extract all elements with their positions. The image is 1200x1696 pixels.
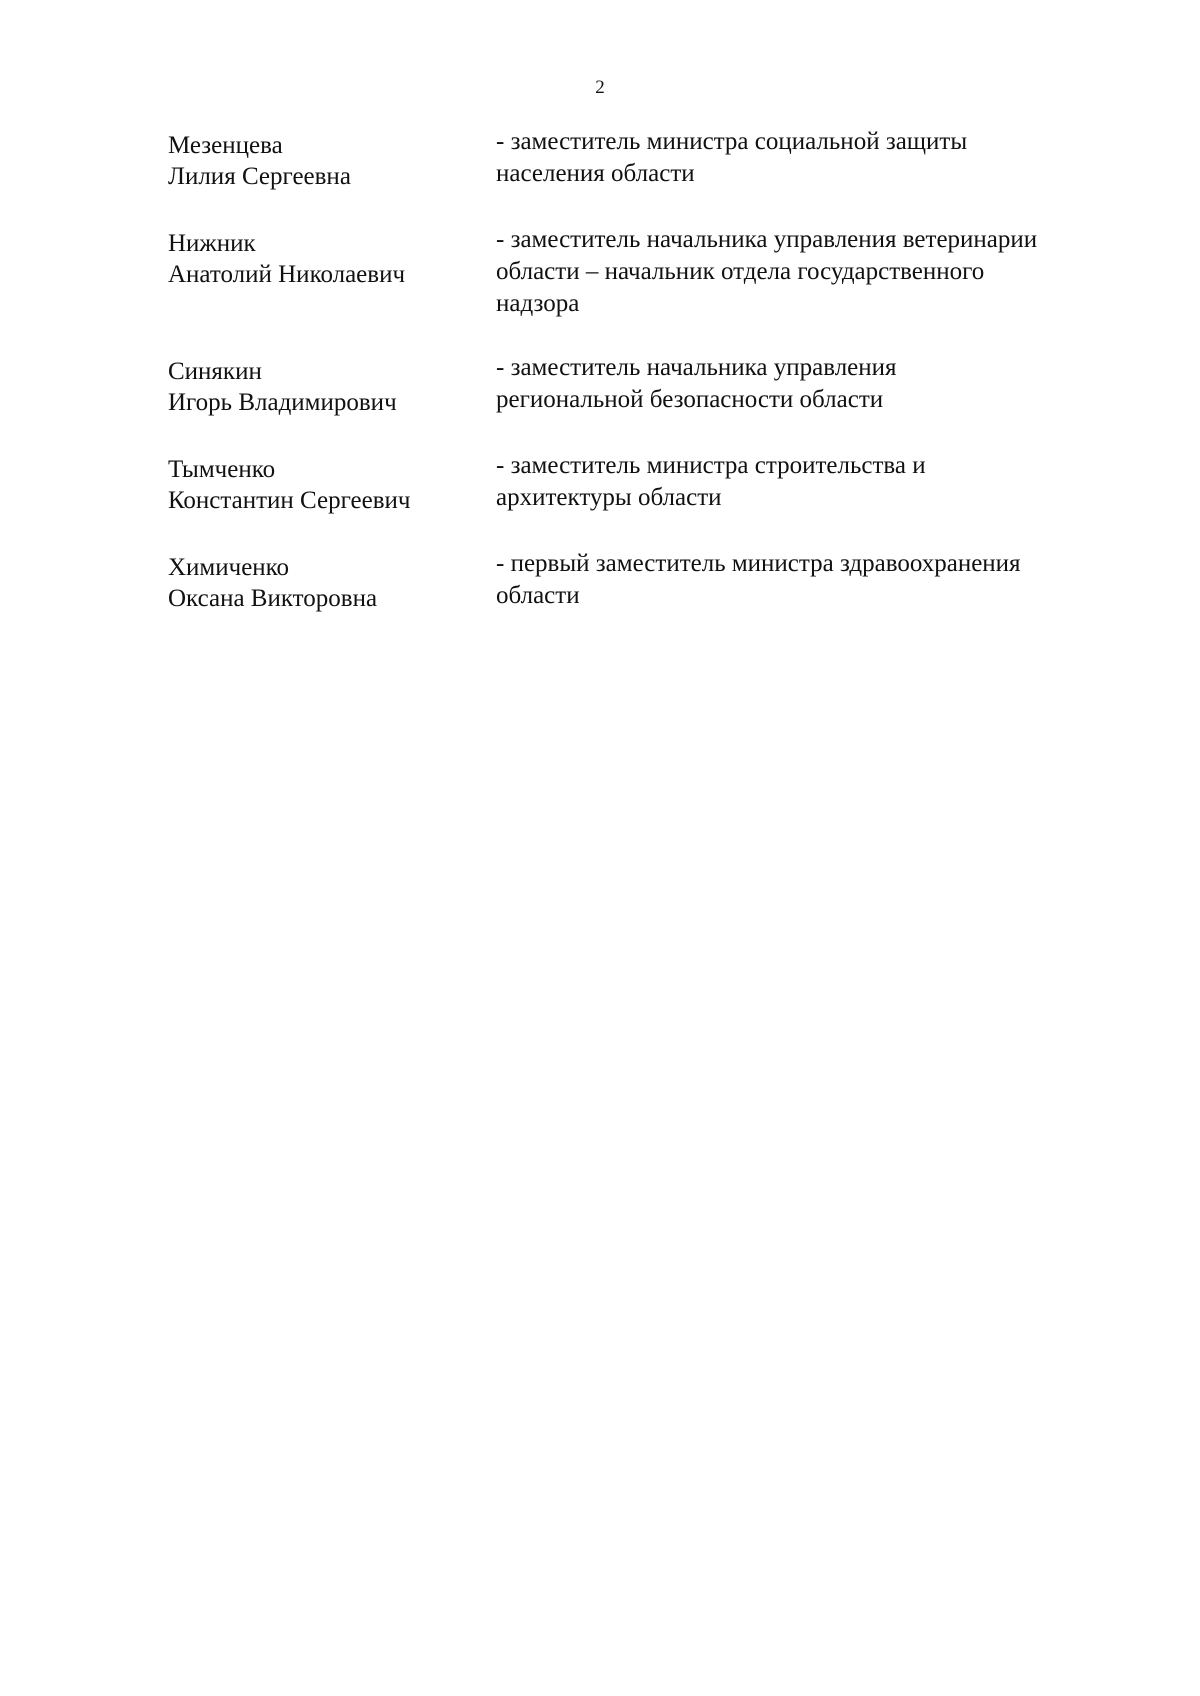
list-item <box>0 224 1200 352</box>
person-position <box>496 450 1136 514</box>
person-name <box>168 454 468 516</box>
page-number: 2 <box>595 77 605 98</box>
person-name <box>168 356 468 418</box>
person-surname: Химиченко <box>168 554 290 581</box>
position-line: региональной безопасности области <box>496 386 884 413</box>
person-position <box>496 548 1136 612</box>
position-line: области <box>496 582 580 609</box>
position-line: - заместитель министра социальной защиты <box>496 128 968 155</box>
person-given-names: Игорь Владимирович <box>168 389 397 416</box>
list-item <box>0 352 1200 450</box>
person-name <box>168 228 468 290</box>
person-surname: Мезенцева <box>168 132 283 159</box>
list-item <box>0 126 1200 224</box>
person-position <box>496 352 1136 416</box>
position-line: - заместитель начальника управления ветеринарии <box>496 226 1038 253</box>
personnel-list <box>0 126 1200 646</box>
position-line: архитектуры области <box>496 484 722 511</box>
position-line: - заместитель начальника управления <box>496 354 897 381</box>
position-line: - заместитель министра строительства и <box>496 452 926 479</box>
person-given-names: Анатолий Николаевич <box>168 261 406 288</box>
person-surname: Синякин <box>168 358 262 385</box>
person-position <box>496 224 1136 320</box>
person-given-names: Лилия Сергеевна <box>168 163 351 190</box>
list-item <box>0 450 1200 548</box>
person-given-names: Оксана Викторовна <box>168 585 378 612</box>
list-item <box>0 548 1200 646</box>
person-surname: Нижник <box>168 230 256 257</box>
position-line: - первый заместитель министра здравоохранения <box>496 550 1021 577</box>
position-line: надзора <box>496 290 580 317</box>
person-name <box>168 552 468 614</box>
position-line: населения области <box>496 160 695 187</box>
position-line: области – начальник отдела государственного <box>496 258 985 285</box>
person-surname: Тымченко <box>168 456 276 483</box>
person-name <box>168 130 468 192</box>
person-position <box>496 126 1136 190</box>
person-given-names: Константин Сергеевич <box>168 487 411 514</box>
